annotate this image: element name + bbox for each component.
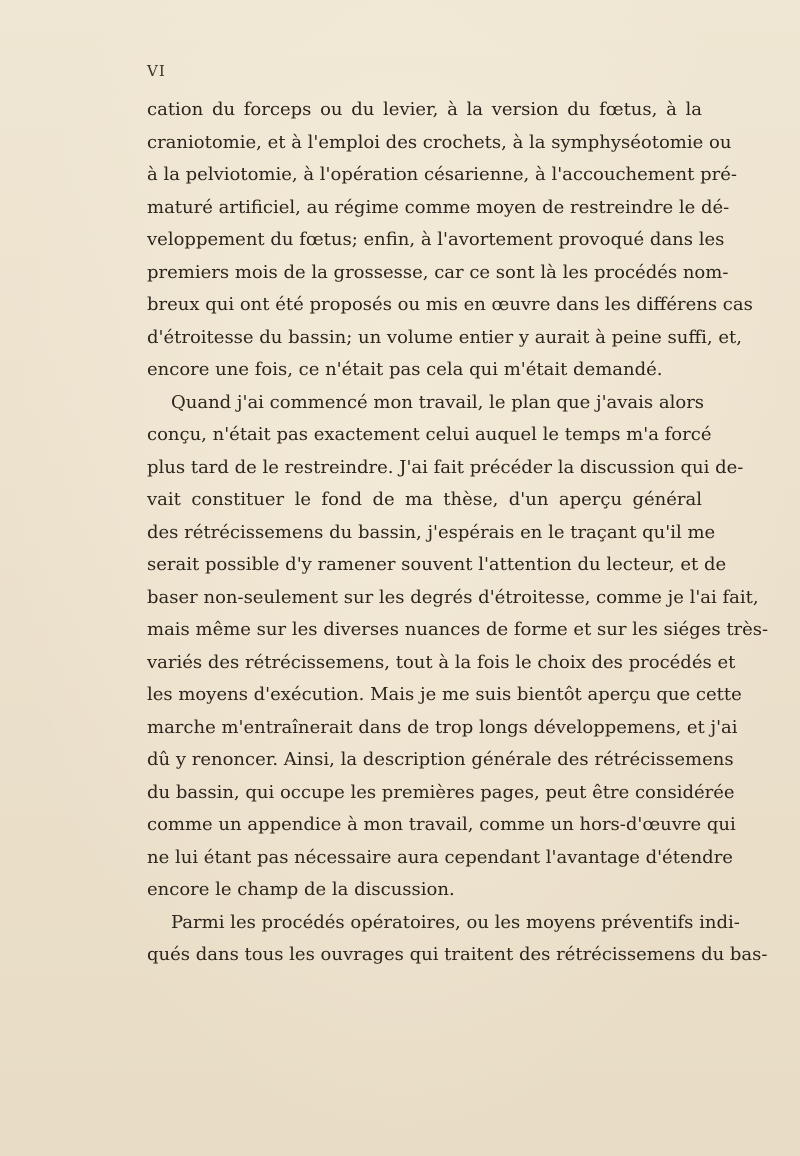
page-number: VI bbox=[147, 62, 166, 80]
text-line: veloppement du fœtus; enfin, à l'avortement provoqué dans les bbox=[147, 229, 725, 250]
text-line: breux qui ont été proposés ou mis en œuvre dans les différens cas bbox=[147, 294, 753, 315]
text-line: conçu, n'était pas exactement celui auquel le temps m'a forcé bbox=[147, 424, 712, 445]
text-line: Parmi les procédés opératoires, ou les moyens préventifs indi- bbox=[171, 911, 740, 933]
text-line: premiers mois de la grossesse, car ce sont là les procédés nom- bbox=[147, 261, 729, 283]
text-line: plus tard de le restreindre. J'ai fait précéder la discussion qui de- bbox=[147, 456, 744, 478]
text-line: cation du forceps ou du levier, à la version du fœtus, à la bbox=[147, 99, 702, 120]
text-line: des rétrécissemens du bassin, j'espérais en le traçant qu'il me bbox=[147, 521, 716, 543]
text-line: qués dans tous les ouvrages qui traitent des rétrécissemens du bas- bbox=[147, 944, 768, 965]
text-line: mais même sur les diverses nuances de forme et sur les siéges très- bbox=[147, 619, 769, 640]
text-line: à la pelviotomie, à l'opération césarienne, à l'accouchement pré- bbox=[147, 164, 737, 185]
body-text bbox=[147, 94, 769, 972]
text-line: marche m'entraînerait dans de trop longs développemens, et j'ai bbox=[147, 716, 738, 738]
text-line: maturé artificiel, au régime comme moyen de restreindre le dé- bbox=[147, 196, 730, 218]
text-line: Quand j'ai commencé mon travail, le plan que j'avais alors bbox=[171, 391, 705, 413]
text-line: baser non-seulement sur les degrés d'étroitesse, comme je l'ai fait, bbox=[147, 586, 759, 608]
text-line: dû y renoncer. Ainsi, la description générale des rétrécissemens bbox=[147, 749, 734, 770]
text-line: encore le champ de la discussion. bbox=[147, 879, 455, 900]
text-line: encore une fois, ce n'était pas cela qui m'était demandé. bbox=[147, 359, 663, 380]
text-line: d'étroitesse du bassin; un volume entier y aurait à peine suffi, et, bbox=[147, 326, 742, 348]
text-line: vait constituer le fond de ma thèse, d'un aperçu général bbox=[147, 489, 702, 510]
text-line: serait possible d'y ramener souvent l'attention du lecteur, et de bbox=[147, 554, 727, 575]
text-line: craniotomie, et à l'emploi des crochets, à la symphyséotomie ou bbox=[147, 131, 732, 153]
text-line: comme un appendice à mon travail, comme un hors-d'œuvre qui bbox=[147, 814, 736, 835]
text-line: ne lui étant pas nécessaire aura cependant l'avantage d'étendre bbox=[147, 846, 733, 868]
paragraph bbox=[147, 907, 768, 972]
paragraph bbox=[147, 94, 753, 387]
text-line: les moyens d'exécution. Mais je me suis bientôt aperçu que cette bbox=[147, 684, 742, 705]
paragraph bbox=[147, 387, 769, 907]
text-line: du bassin, qui occupe les premières pages, peut être considérée bbox=[147, 781, 735, 803]
text-line: variés des rétrécissemens, tout à la fois le choix des procédés et bbox=[147, 651, 736, 673]
